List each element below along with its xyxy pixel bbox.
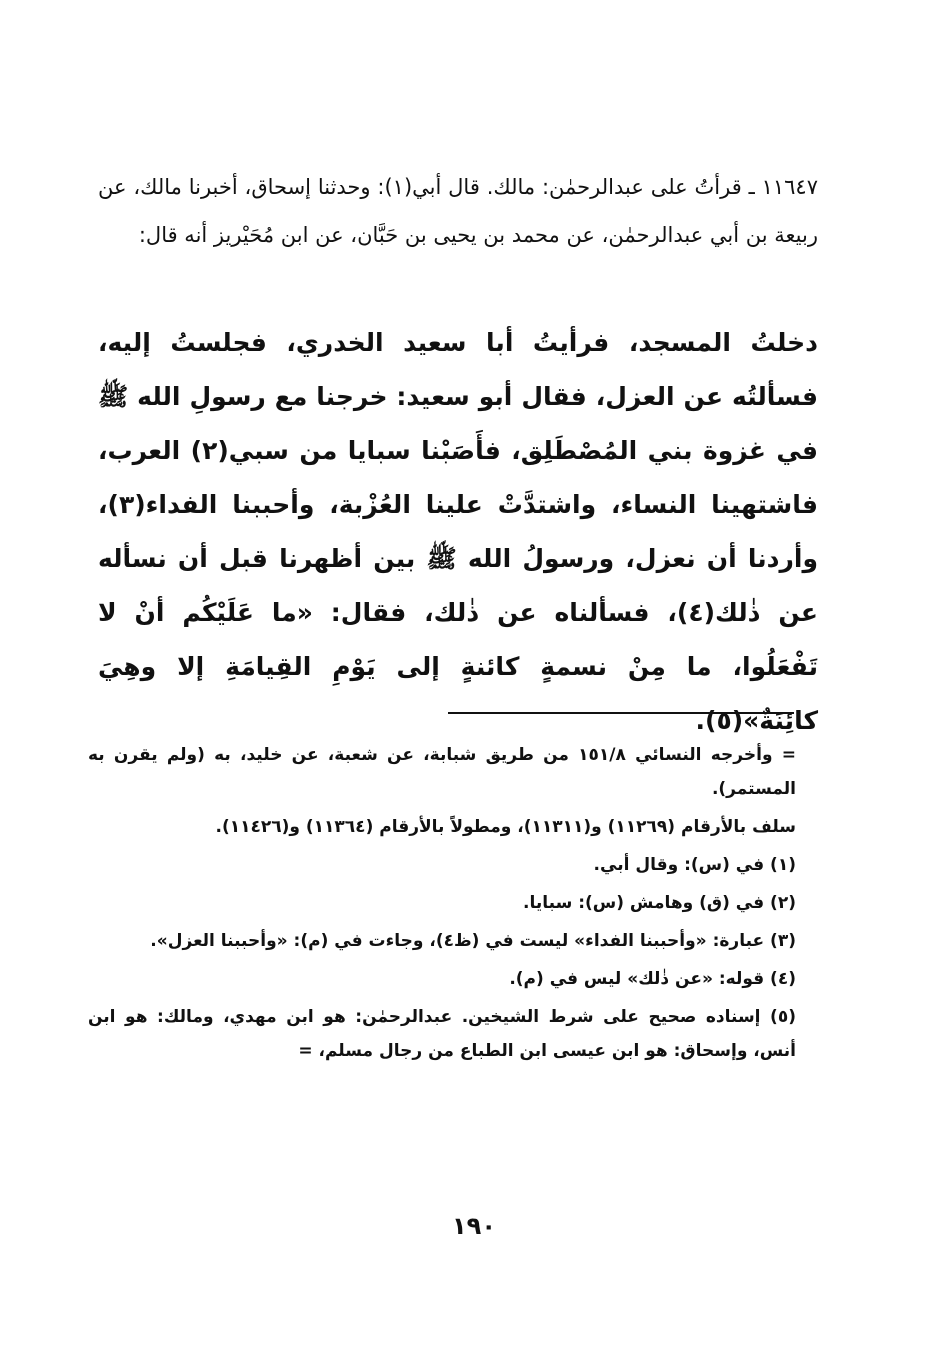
footnote-2: (٢) في (ق) وهامش (س): سبايا.: [523, 893, 796, 913]
page-number: ١٩٠: [452, 1212, 496, 1240]
footnote-1: (١) في (س): وقال أبي.: [593, 855, 796, 875]
hadith-isnad: ١١٦٤٧ ـ قرأتُ على عبدالرحمٰن: مالك. قال أبي(١): وحدثنا إسحاق، أخبرنا مالك، عن ربيعة بن أبي عبدالرحمٰن، عن محمد بن يحيى بن حَبَّان، عن ابن مُحَيْريز أنه قال:: [98, 175, 818, 247]
hadith-matn: دخلتُ المسجد، فرأيتُ أبا سعيد الخدري، فجلستُ إليه، فسألتُه عن العزل، فقال أبو سعيد: خرجنا مع رسولِ الله ﷺ في غزوة بني المُصْطَلِق، فأَصَبْنا سبايا من سبي(٢) العرب، فاشتهينا النساء، واشتدَّتْ علينا العُزْبة، وأحببنا الفداء(٣)، وأردنا أن نعزل، ورسولُ الله ﷺ بين أظهرنا قبل أن نسأله عن ذٰلك(٤)، فسألناه عن ذٰلك، فقال: «ما عَلَيْكُم أنْ لا تَفْعَلُوا، ما مِنْ نسمةٍ كائنةٍ إلى يَوْمِ القِيامَةِ إلا وهِيَ كائِنَةٌ»(٥).: [98, 328, 819, 735]
footnote-separator: [448, 712, 794, 714]
footnote-3: (٣) عبارة: «وأحببنا الفداء» ليست في (ظ٤)، وجاءت في (م): «وأحببنا العزل».: [150, 931, 796, 951]
footnotes-section: [88, 738, 818, 1072]
footnote-carryover-2: سلف بالأرقام (١١٢٦٩) و(١١٣١١)، ومطولاً بالأرقام (١١٣٦٤) و(١١٤٢٦).: [215, 817, 796, 837]
footnote-carryover-1: = وأخرجه النسائي ١٥١/٨ من طريق شبابة، عن شعبة، عن خليد، به (ولم يقرن به المستمر).: [88, 745, 796, 799]
footnote-4: (٤) قوله: «عن ذٰلك» ليس في (م).: [509, 969, 796, 989]
footnote-5: (٥) إسناده صحيح على شرط الشيخين. عبدالرحمٰن: هو ابن مهدي، ومالك: هو ابن أنس، وإسحاق: هو ابن عيسى ابن الطباع من رجال مسلم، =: [88, 1007, 796, 1061]
